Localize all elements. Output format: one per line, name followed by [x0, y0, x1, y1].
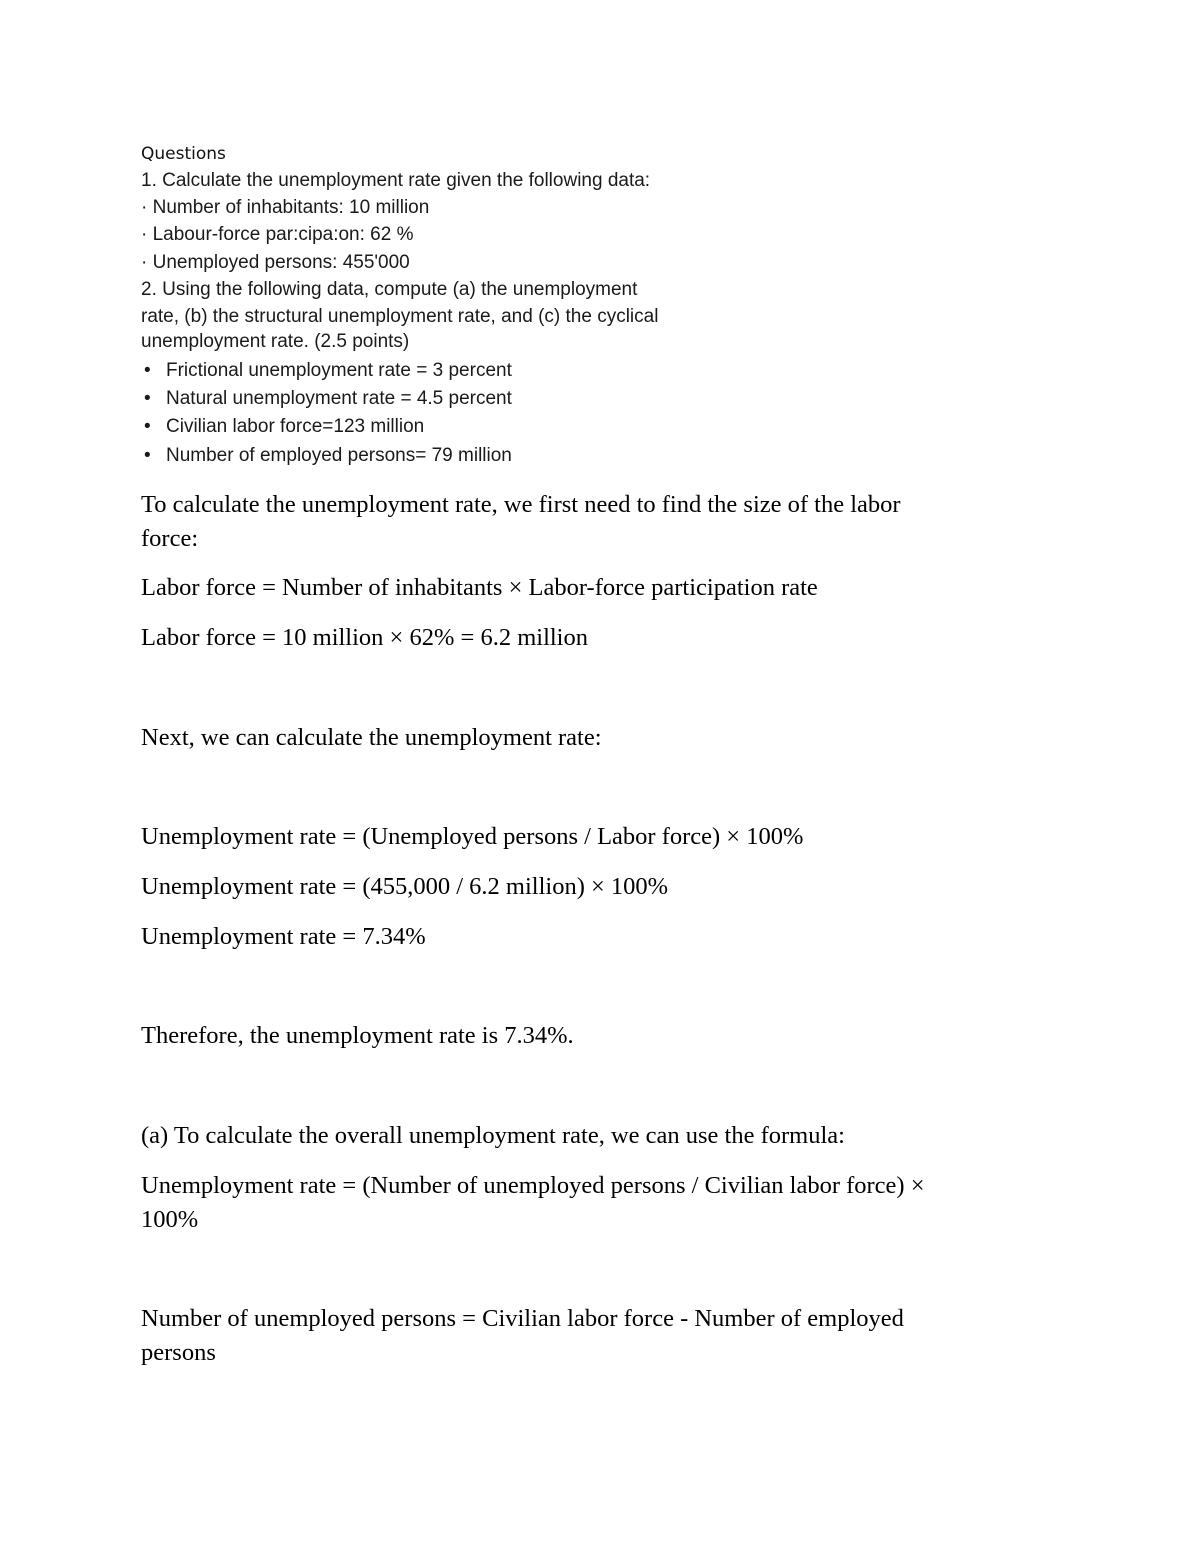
labor-force-formula: Labor force = Number of inhabitants × Labor-force participation rate: [141, 574, 818, 601]
conclusion-text: Therefore, the unemployment rate is 7.34%.: [141, 1022, 574, 1049]
questions-heading: Questions: [141, 144, 226, 164]
next-step-text: Next, we can calculate the unemployment rate:: [141, 724, 602, 751]
question-2-bullet-employed: [141, 445, 512, 467]
bullet-text: Frictional unemployment rate = 3 percent: [166, 360, 512, 381]
bullet-text: Natural unemployment rate = 4.5 percent: [166, 388, 512, 409]
question-1-item-participation: · Labour-force par:cipa:on: 62 %: [141, 224, 414, 245]
question-1-item-unemployed: · Unemployed persons: 455'000: [141, 252, 410, 273]
question-1-item-inhabitants: · Number of inhabitants: 10 million: [141, 197, 430, 218]
labor-force-calculation: Labor force = 10 million × 62% = 6.2 million: [141, 624, 588, 651]
question-2-line-1: 2. Using the following data, compute (a) the unemployment: [141, 279, 638, 300]
question-2-bullet-labor-force: [141, 416, 424, 438]
part-a-formula-line-1: Unemployment rate = (Number of unemployed persons / Civilian labor force) ×: [141, 1172, 925, 1199]
unemployed-formula-line-1: Number of unemployed persons = Civilian labor force - Number of employed: [141, 1305, 904, 1332]
question-2-line-2: rate, (b) the structural unemployment rate, and (c) the cyclical: [141, 306, 659, 327]
bullet-text: Number of employed persons= 79 million: [166, 445, 512, 466]
answer-intro-line-2: force:: [141, 525, 199, 552]
unemployment-rate-calculation: Unemployment rate = (455,000 / 6.2 million) × 100%: [141, 873, 669, 900]
bullet-icon: •: [144, 416, 151, 437]
question-2-line-3: unemployment rate. (2.5 points): [141, 331, 410, 352]
bullet-icon: •: [144, 388, 151, 409]
unemployment-rate-result: Unemployment rate = 7.34%: [141, 923, 426, 950]
part-a-formula-line-2: 100%: [141, 1206, 199, 1233]
question-2-bullet-natural: [141, 388, 512, 410]
unemployed-formula-line-2: persons: [141, 1339, 216, 1366]
question-2-bullet-frictional: [141, 360, 512, 382]
unemployment-rate-formula: Unemployment rate = (Unemployed persons / Labor force) × 100%: [141, 823, 804, 850]
bullet-text: Civilian labor force=123 million: [166, 416, 425, 437]
bullet-icon: •: [144, 445, 151, 466]
part-a-intro: (a) To calculate the overall unemployment rate, we can use the formula:: [141, 1122, 845, 1149]
question-1-prompt: 1. Calculate the unemployment rate given the following data:: [141, 170, 651, 191]
bullet-icon: •: [144, 360, 151, 381]
answer-intro-line-1: To calculate the unemployment rate, we first need to find the size of the labor: [141, 491, 901, 518]
